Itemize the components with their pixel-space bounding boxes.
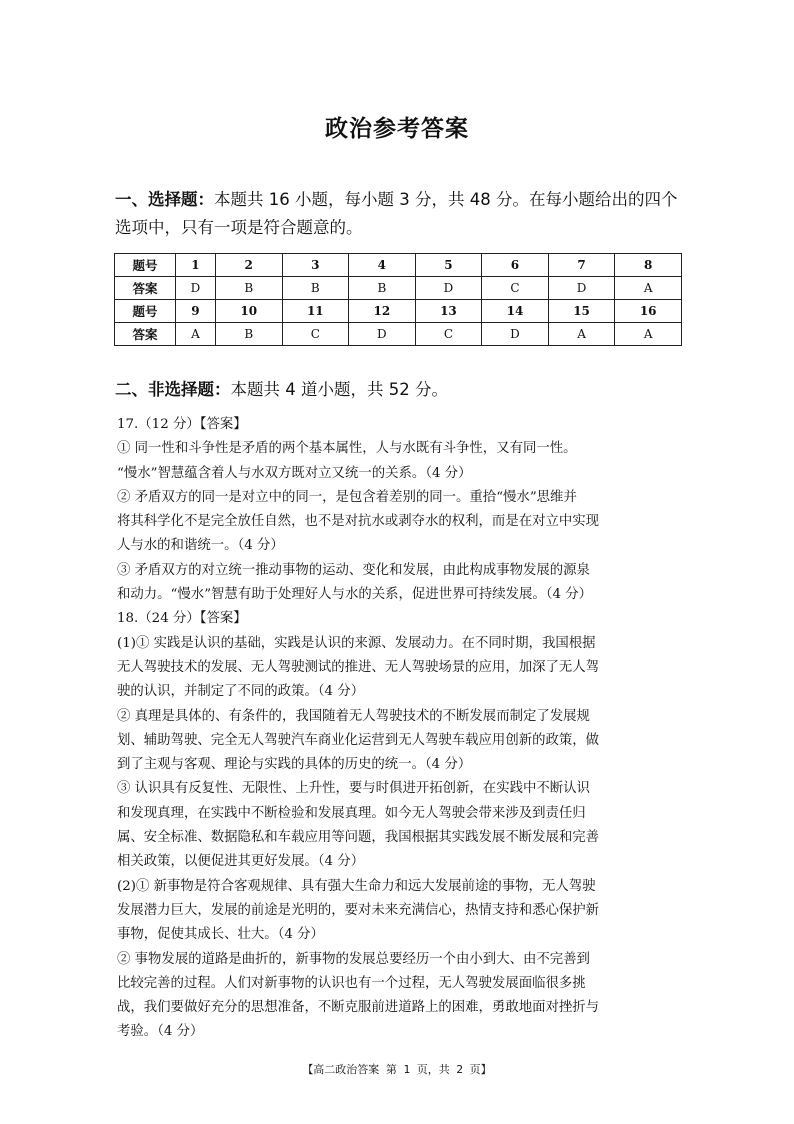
section-2-label: 二、非选择题：	[115, 380, 231, 399]
answer-line: 18.（24 分）【答案】	[117, 611, 247, 627]
answer-line: 和动力。“慢水”智慧有助于处理好人与水的关系，促进世界可持续发展。（4 分）	[117, 587, 593, 603]
section-2-heading	[115, 376, 685, 404]
answer-cell: A	[615, 277, 682, 300]
answer-line: ② 矛盾双方的同一是对立中的同一，是包含着差别的同一。重拾“慢水”思维并	[117, 489, 577, 505]
section-1-text: 本题共 16 小题，每小题 3 分，共 48 分。在每小题给出的四个选项中，只有一项是符合题意的。	[115, 190, 678, 237]
answer-line: 属、安全标准、数据隐私和车载应用等问题，我国根据其实践发展不断发展和完善	[117, 830, 600, 846]
question-number: 3	[282, 254, 349, 277]
answer-cell: C	[482, 277, 549, 300]
section-1-heading	[115, 186, 685, 242]
question-number-header: 题号	[115, 300, 176, 323]
answer-line: 和发现真理，在实践中不断检验和发展真理。如今无人驾驶会带来涉及到责任归	[117, 805, 586, 821]
question-number: 14	[482, 300, 549, 323]
answer-cell: D	[176, 277, 216, 300]
answer-cell: C	[282, 323, 349, 346]
question-number: 8	[615, 254, 682, 277]
answer-cell: D	[349, 323, 416, 346]
answer-line: ② 真理是具体的、有条件的，我国随着无人驾驶技术的不断发展而制定了发展规	[117, 708, 590, 724]
question-number: 13	[415, 300, 482, 323]
answer-line: 比较完善的过程。人们对新事物的认识也有一个过程，无人驾驶发展面临很多挑	[117, 975, 586, 991]
answer-line: (1)① 实践是认识的基础，实践是认识的来源、发展动力。在不同时期，我国根据	[117, 635, 596, 651]
table-row	[115, 323, 682, 346]
answer-line: ③ 认识具有反复性、无限性、上升性，要与时俱进开拓创新，在实践中不断认识	[117, 781, 590, 797]
answer-cell: B	[215, 323, 282, 346]
answer-cell: D	[482, 323, 549, 346]
answer-cell: A	[176, 323, 216, 346]
answer-line: 划、辅助驾驶、完全无人驾驶汽车商业化运营到无人驾驶车载应用创新的政策，做	[117, 732, 600, 748]
question-number: 7	[548, 254, 615, 277]
question-number: 16	[615, 300, 682, 323]
answer-cell: B	[215, 277, 282, 300]
question-number: 6	[482, 254, 549, 277]
question-number: 12	[349, 300, 416, 323]
question-number: 5	[415, 254, 482, 277]
answer-line: 将其科学化不是完全放任自然，也不是对抗水或剥夺水的权利，而是在对立中实现	[117, 514, 600, 530]
table-row	[115, 300, 682, 323]
answer-line: ③ 矛盾双方的对立统一推动事物的运动、变化和发展，由此构成事物发展的源泉	[117, 562, 590, 578]
answer-header: 答案	[115, 277, 176, 300]
answer-line: 事物，促使其成长、壮大。（4 分）	[117, 927, 324, 943]
section-1-label: 一、选择题：	[115, 190, 214, 209]
answer-table	[114, 253, 682, 346]
page-title: 政治参考答案	[325, 116, 469, 142]
answer-line: ② 事物发展的道路是曲折的，新事物的发展总要经历一个由小到大、由不完善到	[117, 951, 590, 967]
answer-line: 人与水的和谐统一。（4 分）	[117, 538, 284, 554]
question-number: 4	[349, 254, 416, 277]
page-footer: 【高二政治答案 第 1 页，共 2 页】	[302, 1063, 492, 1076]
answer-cell: C	[415, 323, 482, 346]
answer-line: 发展潜力巨大，发展的前途是光明的，要对未来充满信心，热情支持和悉心保护新	[117, 902, 600, 918]
answer-line: 驶的认识，并制定了不同的政策。（4 分）	[117, 684, 365, 700]
answer-line: 考验。（4 分）	[117, 1024, 204, 1040]
question-number: 10	[215, 300, 282, 323]
question-number: 9	[176, 300, 216, 323]
answer-body	[117, 413, 685, 1045]
answer-cell: A	[615, 323, 682, 346]
answer-cell: D	[548, 277, 615, 300]
question-number: 2	[215, 254, 282, 277]
answer-line: ① 同一性和斗争性是矛盾的两个基本属性，人与水既有斗争性，又有同一性。	[117, 441, 577, 457]
section-2-text: 本题共 4 道小题，共 52 分。	[230, 380, 448, 399]
answer-cell: A	[548, 323, 615, 346]
table-row	[115, 254, 682, 277]
answer-line: 相关政策，以便促进其更好发展。（4 分）	[117, 854, 365, 870]
question-number: 11	[282, 300, 349, 323]
question-number: 1	[176, 254, 216, 277]
answer-cell: B	[349, 277, 416, 300]
question-number-header: 题号	[115, 254, 176, 277]
answer-line: 到了主观与客观、理论与实践的具体的历史的统一。（4 分）	[117, 757, 472, 773]
answer-cell: D	[415, 277, 482, 300]
answer-line: 17.（12 分）【答案】	[117, 417, 247, 432]
answer-cell: B	[282, 277, 349, 300]
answer-header: 答案	[115, 323, 176, 346]
answer-line: “慢水”智慧蕴含着人与水双方既对立又统一的关系。（4 分）	[117, 465, 472, 481]
table-row	[115, 277, 682, 300]
question-number: 15	[548, 300, 615, 323]
answer-line: 战，我们要做好充分的思想准备，不断克服前进道路上的困难，勇敢地面对挫折与	[117, 1000, 600, 1016]
answer-line: 无人驾驶技术的发展、无人驾驶测试的推进、无人驾驶场景的应用，加深了无人驾	[117, 659, 600, 675]
answer-line: (2)① 新事物是符合客观规律、具有强大生命力和远大发展前途的事物，无人驾驶	[117, 878, 596, 894]
